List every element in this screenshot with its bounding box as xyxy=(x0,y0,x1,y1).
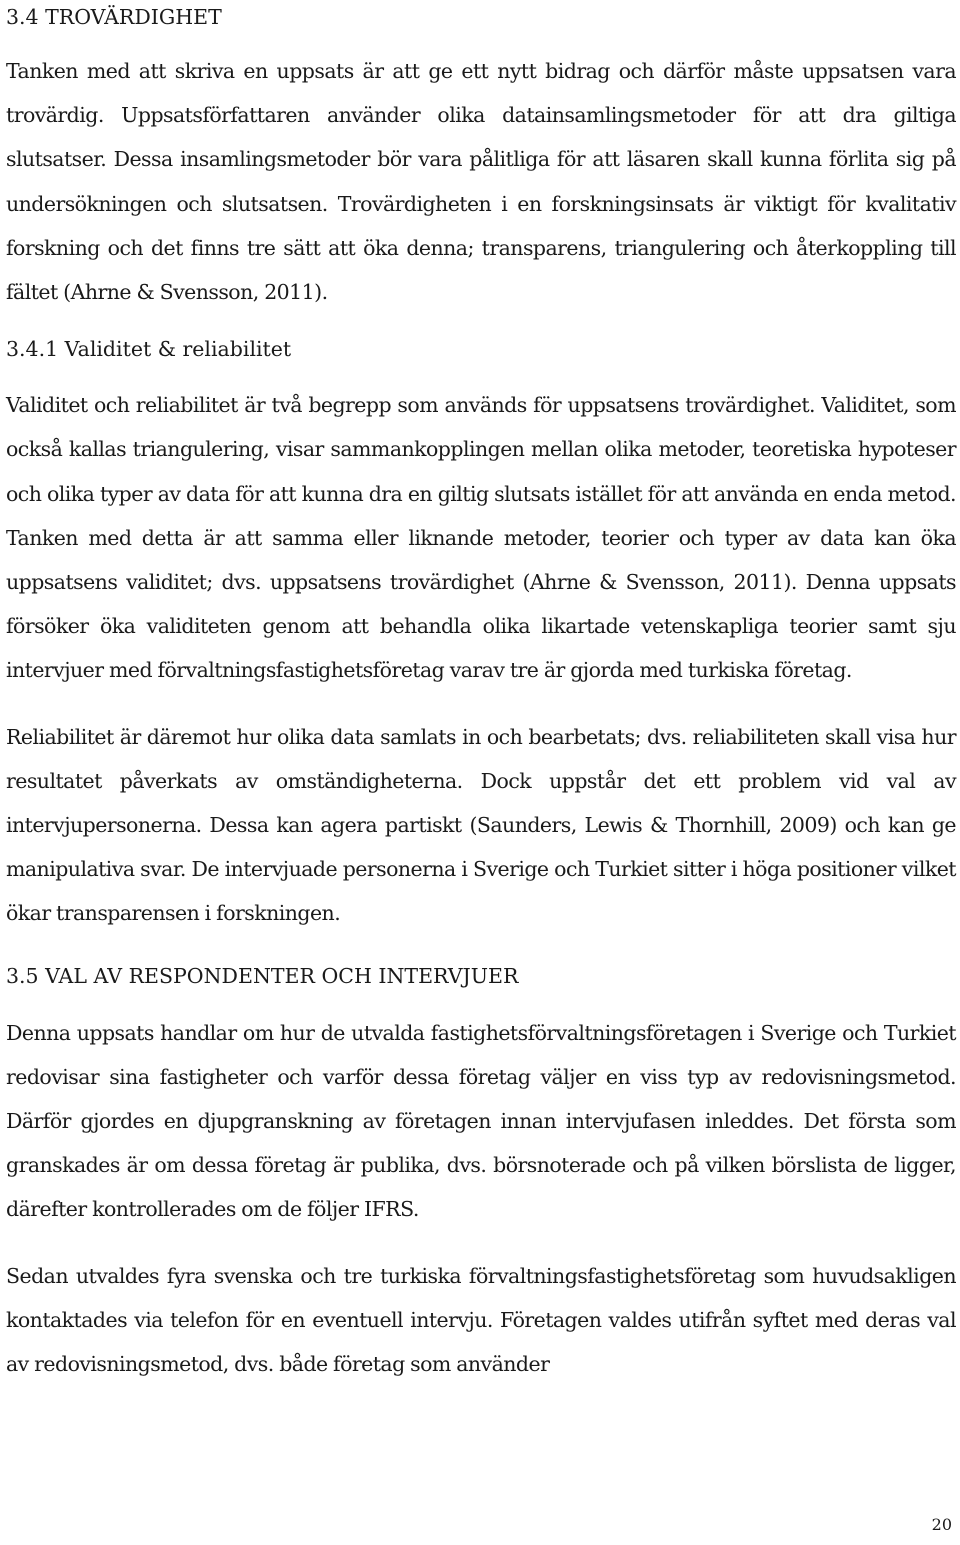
paragraph-respondenter: Denna uppsats handlar om hur de utvalda fastighetsförvaltningsföretagen i Sverige och Turkiet redovisar sina fastigheter och varför dessa företag väljer en viss typ av redovisningsmetod. Därför gjordes en djupgranskning av företagen innan intervjufasen inleddes. Det första som granskades är om dessa företag är publika, dvs. börsnoterade och på vilken börslista de ligger, därefter kontrollerades om de följer IFRS. xyxy=(6,1020,956,1222)
section-heading-3-4-1: 3.4.1 Validitet & reliabilitet xyxy=(6,337,292,362)
paragraph-trovardighet: Tanken med att skriva en uppsats är att ge ett nytt bidrag och därför måste uppsatsen vara trovärdig. Uppsatsförfattaren använder olika datainsamlingsmetoder för att dra giltiga slutsatser. Dessa insamlingsmetoder bör vara pålitliga för att läsaren skall kunna förlita sig på undersökningen och slutsatsen. Trovärdigheten i en forskningsinsats är viktigt för kvalitativ forskning och det finns tre sätt att öka denna; transparens, triangulering och återkoppling till fältet (Ahrne & Svensson, 2011). xyxy=(6,59,956,305)
document-page xyxy=(6,0,956,1386)
paragraph-reliabilitet: Reliabilitet är däremot hur olika data samlats in och bearbetats; dvs. reliabiliteten skall visa hur resultatet påverkats av omständigheterna. Dock uppstår det ett problem vid val av intervjupersonerna. Dessa kan agera partiskt (Saunders, Lewis & Thornhill, 2009) och kan ge manipulativa svar. De intervjuade personerna i Sverige och Turkiet sitter i höga positioner vilket ökar transparensen i forskningen. xyxy=(6,724,956,926)
paragraph-urval: Sedan utvaldes fyra svenska och tre turkiska förvaltningsfastighetsföretag som huvudsakligen kontaktades via telefon för en eventuell intervju. Företagen valdes utifrån syftet med deras val av redovisningsmetod, dvs. både företag som använder xyxy=(6,1263,956,1377)
section-heading-3-5: 3.5 VAL AV RESPONDENTER OCH INTERVJUER xyxy=(6,963,519,988)
section-heading-3-4: 3.4 TROVÄRDIGHET xyxy=(6,5,222,29)
page-number: 20 xyxy=(931,1515,952,1534)
paragraph-validitet: Validitet och reliabilitet är två begrepp som används för uppsatsens trovärdighet. Validitet, som också kallas triangulering, visar sammankopplingen mellan olika metoder, teoretiska hypoteser och olika typer av data för att kunna dra en giltig slutsats istället för att använda en enda metod. Tanken med detta är att samma eller liknande metoder, teorier och typer av data kan öka uppsatsens validitet; dvs. uppsatsens trovärdighet (Ahrne & Svensson, 2011). Denna uppsats försöker öka validiteten genom att behandla olika likartade vetenskapliga teorier samt sju intervjuer med förvaltningsfastighetsföretag varav tre är gjorda med turkiska företag. xyxy=(6,393,956,683)
